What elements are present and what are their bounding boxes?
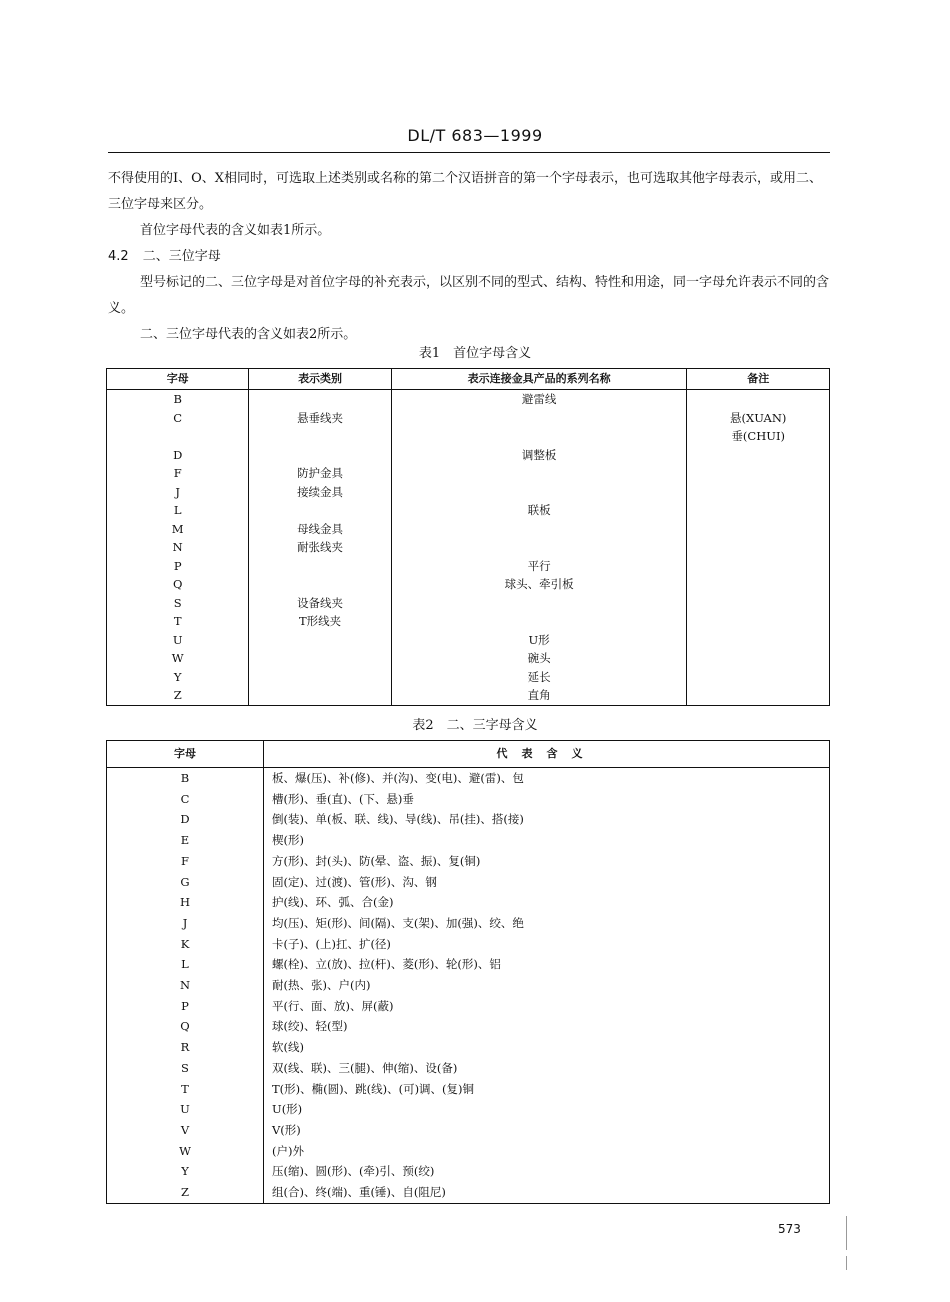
table2-cell-meaning: 倒(装)、单(板、联、线)、导(线)、吊(挂)、搭(接) (264, 809, 830, 830)
table2-cell-meaning: 护(线)、环、弧、合(金) (264, 892, 830, 913)
table1-header-note: 备注 (687, 369, 830, 390)
table-row (107, 1079, 830, 1100)
table2-cell-letter: T (181, 1081, 189, 1096)
table2-header-row (107, 741, 830, 768)
table1-cell-letter: S (173, 595, 182, 610)
table2-cell-letter: R (180, 1040, 190, 1055)
table2-cell-meaning: 方(形)、封(头)、防(晕、盗、振)、复(铜) (264, 851, 830, 872)
table1-cell-note (687, 594, 830, 613)
table1-cell-series (391, 409, 687, 428)
table2-header-meaning: 代表含义 (264, 741, 830, 768)
table1-cell-letter: Z (173, 688, 182, 702)
header-rule (108, 152, 830, 153)
table1-header-letter: 字母 (107, 369, 249, 390)
table-row (107, 538, 830, 557)
table1-cell-category (249, 446, 391, 465)
table1-cell-letter: Q (172, 577, 183, 591)
table1-cell-series: 球头、牵引板 (391, 575, 687, 594)
table2-cell-meaning: 球(绞)、轻(型) (264, 1016, 830, 1037)
table2-cell-meaning: T(形)、椭(圆)、跳(线)、(可)调、(复)铜 (264, 1079, 830, 1100)
table2-cell-letter: Z (181, 1185, 189, 1200)
table2-cell-letter: L (181, 957, 189, 972)
table1-cell-category: 接续金具 (249, 483, 391, 502)
section-heading (108, 244, 830, 270)
table2-header-letter: 字母 (107, 741, 264, 768)
table1 (106, 368, 830, 706)
table1-cell-note (687, 631, 830, 650)
table-row (107, 464, 830, 483)
table1-cell-series: 碗头 (391, 649, 687, 668)
table1-cell-note (687, 464, 830, 483)
table1-cell-letter: T (173, 614, 182, 628)
table2-cell-letter: U (180, 1102, 190, 1117)
table-row (107, 557, 830, 576)
paragraph-2: 首位字母代表的含义如表1所示。 (140, 223, 331, 238)
table1-cell-letter: J (175, 484, 180, 499)
table2-cell-letter: D (180, 812, 190, 827)
table1-cell-series: 避雷线 (391, 390, 687, 409)
table-row (107, 668, 830, 687)
section-title: 二、三位字母 (142, 249, 221, 264)
table1-cell-series (391, 483, 687, 502)
table-row (107, 520, 830, 539)
table2-cell-meaning: 卡(子)、(上)扛、扩(径) (264, 934, 830, 955)
table2-cell-letter: Y (181, 1164, 189, 1179)
table2-cell-letter: E (180, 833, 190, 848)
table2-cell-meaning: 组(合)、终(端)、重(锤)、自(阻尼) (264, 1182, 830, 1203)
table-row (107, 934, 830, 955)
table1-cell-letter: N (172, 540, 183, 554)
table-row (107, 1182, 830, 1203)
table1-caption: 表1 首位字母含义 (418, 346, 532, 361)
table-row (107, 975, 830, 996)
table-row (107, 954, 830, 975)
table1-cell-category: 耐张线夹 (249, 538, 391, 557)
table1-cell-category (249, 649, 391, 668)
table2-cell-meaning: 压(缩)、圆(形)、(牵)引、预(绞) (264, 1161, 830, 1182)
table2-cell-letter: Q (180, 1019, 190, 1034)
table-row (107, 1099, 830, 1120)
table1-cell-note (687, 390, 830, 409)
table1-cell-note (687, 668, 830, 687)
table-row (107, 686, 830, 705)
table1-cell-series: U形 (391, 631, 687, 650)
table1-cell-note (687, 483, 830, 502)
table2-cell-meaning: U(形) (264, 1099, 830, 1120)
table1-cell-series: 直角 (391, 686, 687, 705)
table2-cell-meaning: (户)外 (264, 1141, 830, 1162)
table1-cell-note (687, 557, 830, 576)
paragraph-4: 二、三位字母代表的含义如表2所示。 (140, 327, 357, 342)
table-row (107, 575, 830, 594)
table1-cell-series: 调整板 (391, 446, 687, 465)
table-row (107, 1058, 830, 1079)
table-row (107, 612, 830, 631)
table-row (107, 1161, 830, 1182)
table1-cell-note (687, 649, 830, 668)
table1-cell-note (687, 520, 830, 539)
table2-cell-letter: C (180, 791, 190, 806)
table2-cell-meaning: 螺(栓)、立(放)、拉(杆)、菱(形)、轮(形)、铝 (264, 954, 830, 975)
table1-cell-series: 联板 (391, 501, 687, 520)
table1-cell-letter: C (173, 410, 183, 425)
table1-cell-series (391, 464, 687, 483)
paragraph-3: 型号标记的二、三位字母是对首位字母的补充表示，以区别不同的型式、结构、特性和用途，同一字母允许表示不同的含义。 (108, 275, 830, 316)
table1-cell-letter: Y (173, 669, 182, 684)
table1-cell-letter: D (173, 447, 183, 462)
table1-cell-category (249, 631, 391, 650)
table1-cell-note (687, 446, 830, 465)
table1-cell-category (249, 501, 391, 520)
table1-cell-letter (107, 427, 249, 446)
table-row (107, 1141, 830, 1162)
table-row (107, 1037, 830, 1058)
table1-cell-category (249, 427, 391, 446)
table2-cell-letter: H (179, 895, 191, 910)
table-row (107, 892, 830, 913)
table-row (107, 872, 830, 893)
table1-header-category: 表示类别 (249, 369, 391, 390)
table2-cell-meaning: 楔(形) (264, 830, 830, 851)
table1-cell-category: 母线金具 (249, 520, 391, 539)
table2-cell-letter: F (181, 853, 189, 868)
table-row (107, 1120, 830, 1141)
table-row (107, 996, 830, 1017)
table1-cell-series (391, 538, 687, 557)
table1-cell-category: 设备线夹 (249, 594, 391, 613)
table2-cell-letter: K (180, 936, 190, 951)
table1-cell-series: 平行 (391, 557, 687, 576)
table-row (107, 446, 830, 465)
table1-cell-note (687, 575, 830, 594)
table2-cell-letter: V (180, 1122, 190, 1137)
table2-cell-meaning: 平(行、面、放)、屏(蔽) (264, 996, 830, 1017)
table1-cell-category (249, 686, 391, 705)
table2-cell-meaning: 双(线、联)、三(腿)、伸(缩)、设(备) (264, 1058, 830, 1079)
table2-cell-letter: W (179, 1143, 191, 1158)
table-row (107, 830, 830, 851)
table2-cell-meaning: 耐(热、张)、户(内) (264, 975, 830, 996)
table1-cell-letter: L (173, 503, 182, 517)
table-row (107, 789, 830, 810)
table1-cell-category (249, 557, 391, 576)
table-row (107, 809, 830, 830)
table-row (107, 851, 830, 872)
table1-cell-series: 延长 (391, 668, 687, 687)
paragraph-1: 不得使用的I、O、X相同时，可选取上述类别或名称的第二个汉语拼音的第一个字母表示，也可选取其他字母表示，或用二、三位字母来区分。 (108, 171, 823, 212)
table1-cell-note: 垂(CHUI) (687, 427, 830, 446)
table1-cell-letter: F (173, 466, 182, 480)
table1-cell-category: 悬垂线夹 (249, 409, 391, 428)
table1-cell-category (249, 390, 391, 409)
scan-edge-mark (846, 1216, 847, 1250)
table1-cell-series (391, 427, 687, 446)
table-row (107, 501, 830, 520)
table2-cell-meaning: 软(线) (264, 1037, 830, 1058)
table1-cell-category: T形线夹 (249, 612, 391, 631)
table1-header-series: 表示连接金具产品的系列名称 (391, 369, 687, 390)
table-row (107, 768, 830, 789)
table1-cell-letter: U (172, 632, 183, 647)
table2-cell-meaning: 固(定)、过(渡)、管(形)、沟、钢 (264, 872, 830, 893)
table-row (107, 594, 830, 613)
scan-edge-mark (846, 1256, 847, 1270)
table1-cell-letter: W (171, 651, 184, 665)
table1-header-row (107, 369, 830, 390)
table2 (106, 740, 830, 1204)
table2-cell-meaning: 槽(形)、垂(直)、(下、悬)垂 (264, 789, 830, 810)
table2-cell-letter: S (181, 1060, 189, 1075)
section-number: 4.2 (108, 249, 129, 264)
table2-cell-letter: P (181, 998, 189, 1013)
table-row (107, 409, 830, 428)
page-number: 573 (778, 1222, 801, 1236)
table1-cell-note: 悬(XUAN) (687, 409, 830, 428)
table2-cell-meaning: V(形) (264, 1120, 830, 1141)
table1-cell-series (391, 520, 687, 539)
table1-cell-series (391, 612, 687, 631)
table1-cell-note (687, 538, 830, 557)
table2-cell-letter: J (182, 915, 188, 930)
table-row (107, 631, 830, 650)
table1-cell-series (391, 594, 687, 613)
table-row (107, 649, 830, 668)
table2-cell-meaning: 板、爆(压)、补(修)、并(沟)、变(电)、避(雷)、包 (264, 768, 830, 789)
table2-cell-letter: G (180, 874, 190, 889)
table-row (107, 1016, 830, 1037)
table1-cell-note (687, 501, 830, 520)
table-row (107, 427, 830, 446)
table1-cell-category (249, 575, 391, 594)
table1-cell-letter: M (171, 521, 184, 536)
table1-cell-category: 防护金具 (249, 464, 391, 483)
page-header: DL/T 683—1999 (407, 126, 543, 145)
table2-caption: 表2 二、三字母含义 (412, 718, 538, 733)
table-row (107, 390, 830, 409)
table-row (107, 483, 830, 502)
table1-cell-note (687, 612, 830, 631)
table-row (107, 913, 830, 934)
table2-cell-letter: N (179, 978, 191, 993)
table1-cell-note (687, 686, 830, 705)
table1-cell-letter: B (173, 392, 182, 406)
table2-cell-letter: B (180, 771, 190, 785)
table2-cell-meaning: 均(压)、矩(形)、间(隔)、支(架)、加(强)、绞、绝 (264, 913, 830, 934)
table1-cell-category (249, 668, 391, 687)
table1-cell-letter: P (173, 558, 182, 573)
